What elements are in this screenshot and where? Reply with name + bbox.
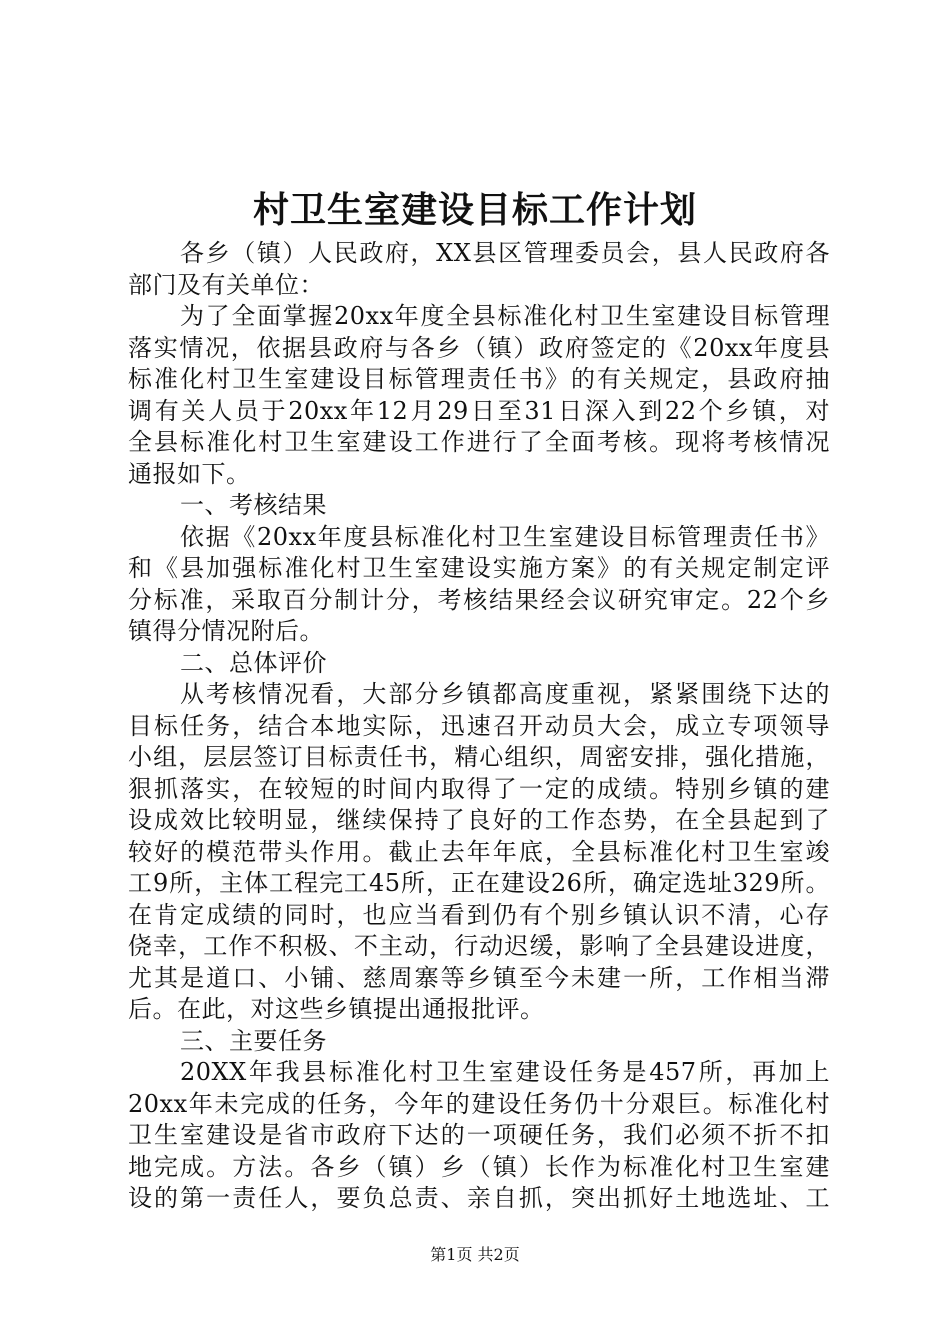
text-line: 设成效比较明显，继续保持了良好的工作态势，在全县起到了	[128, 806, 830, 834]
text-line: 落实情况，依据县政府与各乡（镇）政府签定的《20xx年度县	[128, 333, 830, 362]
text-line: 从考核情况看，大部分乡镇都高度重视，紧紧围绕下达的	[180, 680, 830, 708]
text-line: 目标任务，结合本地实际，迅速召开动员大会，成立专项领导	[128, 711, 830, 740]
document-body	[128, 238, 830, 1215]
text-line: 三、主要任务	[180, 1026, 327, 1055]
text-line: 后。在此，对这些乡镇提出通报批评。	[128, 995, 545, 1023]
text-line: 一、考核结果	[180, 491, 327, 519]
text-line: 工9所，主体工程完工45所，正在建设26所，确定选址329所。	[128, 869, 830, 897]
text-line: 在肯定成绩的同时，也应当看到仍有个别乡镇认识不清，心存	[128, 900, 830, 929]
text-line: 部门及有关单位：	[128, 270, 324, 299]
text-line: 全县标准化村卫生室建设工作进行了全面考核。现将考核情况	[128, 428, 830, 456]
text-line: 镇得分情况附后。	[128, 617, 324, 645]
text-line: 设的第一责任人，要负总责、亲自抓，突出抓好土地选址、工	[128, 1184, 830, 1212]
text-line: 为了全面掌握20xx年度全县标准化村卫生室建设目标管理	[180, 302, 830, 330]
text-line: 较好的模范带头作用。截止去年年底，全县标准化村卫生室竣	[128, 837, 830, 866]
text-line: 20XX年我县标准化村卫生室建设任务是457所，再加上	[180, 1058, 830, 1086]
text-line: 标准化村卫生室建设目标管理责任书》的有关规定，县政府抽	[128, 365, 830, 393]
text-line: 分标准，采取百分制计分，考核结果经会议研究审定。22个乡	[128, 585, 830, 614]
text-line: 调有关人员于20xx年12月29日至31日深入到22个乡镇，对	[128, 396, 830, 425]
text-line: 狠抓落实，在较短的时间内取得了一定的成绩。特别乡镇的建	[128, 774, 830, 803]
text-line: 各乡（镇）人民政府，XX县区管理委员会，县人民政府各	[180, 239, 830, 267]
text-line: 依据《20xx年度县标准化村卫生室建设目标管理责任书》	[180, 522, 830, 551]
text-line: 卫生室建设是省市政府下达的一项硬任务，我们必须不折不扣	[128, 1121, 830, 1149]
text-line: 尤其是道口、小铺、慈周寨等乡镇至今未建一所，工作相当滞	[128, 963, 830, 992]
text-line: 二、总体评价	[180, 648, 327, 677]
text-line: 通报如下。	[128, 459, 251, 488]
document-title: 村卫生室建设目标工作计划	[252, 189, 697, 231]
text-line: 20xx年未完成的任务，今年的建设任务仍十分艰巨。标准化村	[128, 1089, 830, 1118]
page-footer: 第1页 共2页	[430, 1245, 520, 1264]
text-line: 和《县加强标准化村卫生室建设实施方案》的有关规定制定评	[128, 554, 830, 582]
text-line: 侥幸，工作不积极、不主动，行动迟缓，影响了全县建设进度，	[128, 932, 830, 960]
text-line: 地完成。方法。各乡（镇）乡（镇）长作为标准化村卫生室建	[128, 1152, 830, 1181]
text-line: 小组，层层签订目标责任书，精心组织，周密安排，强化措施，	[128, 743, 830, 771]
